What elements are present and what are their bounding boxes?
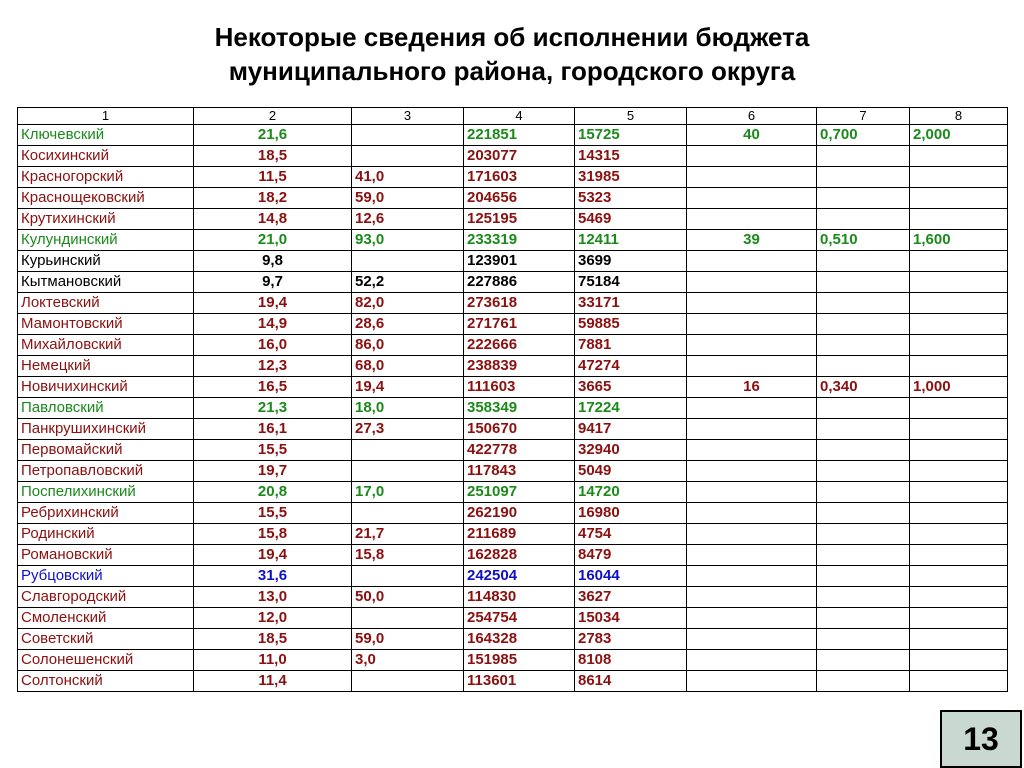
value-cell: 238839 bbox=[464, 356, 575, 377]
value-cell: 68,0 bbox=[352, 356, 464, 377]
value-cell: 262190 bbox=[464, 503, 575, 524]
value-cell bbox=[687, 146, 817, 167]
value-cell bbox=[817, 335, 910, 356]
value-cell: 8479 bbox=[575, 545, 687, 566]
value-cell: 18,2 bbox=[194, 188, 352, 209]
value-cell bbox=[687, 335, 817, 356]
table-header-row bbox=[18, 108, 1008, 125]
value-cell: 271761 bbox=[464, 314, 575, 335]
value-cell: 19,4 bbox=[352, 377, 464, 398]
value-cell: 59,0 bbox=[352, 629, 464, 650]
value-cell bbox=[817, 251, 910, 272]
value-cell: 59885 bbox=[575, 314, 687, 335]
table-row bbox=[18, 608, 1008, 629]
value-cell bbox=[817, 566, 910, 587]
district-name-cell: Павловский bbox=[18, 398, 194, 419]
value-cell: 242504 bbox=[464, 566, 575, 587]
value-cell bbox=[352, 125, 464, 146]
value-cell: 11,5 bbox=[194, 167, 352, 188]
column-header: 8 bbox=[910, 108, 1008, 125]
table-row bbox=[18, 272, 1008, 293]
value-cell: 221851 bbox=[464, 125, 575, 146]
value-cell: 233319 bbox=[464, 230, 575, 251]
value-cell bbox=[352, 503, 464, 524]
table-row bbox=[18, 524, 1008, 545]
value-cell bbox=[910, 650, 1008, 671]
value-cell: 15,5 bbox=[194, 440, 352, 461]
value-cell: 9,8 bbox=[194, 251, 352, 272]
value-cell bbox=[910, 587, 1008, 608]
value-cell: 12,3 bbox=[194, 356, 352, 377]
value-cell: 14315 bbox=[575, 146, 687, 167]
table-row bbox=[18, 566, 1008, 587]
column-header: 6 bbox=[687, 108, 817, 125]
value-cell: 14720 bbox=[575, 482, 687, 503]
value-cell: 1,000 bbox=[910, 377, 1008, 398]
value-cell bbox=[910, 398, 1008, 419]
value-cell bbox=[910, 608, 1008, 629]
district-name-cell: Кулундинский bbox=[18, 230, 194, 251]
value-cell: 16 bbox=[687, 377, 817, 398]
value-cell: 86,0 bbox=[352, 335, 464, 356]
value-cell bbox=[687, 671, 817, 692]
value-cell bbox=[910, 272, 1008, 293]
value-cell: 358349 bbox=[464, 398, 575, 419]
table-row bbox=[18, 629, 1008, 650]
value-cell: 211689 bbox=[464, 524, 575, 545]
value-cell: 16980 bbox=[575, 503, 687, 524]
value-cell bbox=[910, 251, 1008, 272]
value-cell: 162828 bbox=[464, 545, 575, 566]
district-name-cell: Солонешенский bbox=[18, 650, 194, 671]
district-name-cell: Ребрихинский bbox=[18, 503, 194, 524]
value-cell bbox=[817, 524, 910, 545]
table-row bbox=[18, 482, 1008, 503]
value-cell: 12,6 bbox=[352, 209, 464, 230]
value-cell: 4754 bbox=[575, 524, 687, 545]
value-cell bbox=[817, 503, 910, 524]
value-cell bbox=[817, 440, 910, 461]
value-cell: 47274 bbox=[575, 356, 687, 377]
value-cell bbox=[817, 650, 910, 671]
value-cell: 3627 bbox=[575, 587, 687, 608]
value-cell: 82,0 bbox=[352, 293, 464, 314]
value-cell bbox=[910, 167, 1008, 188]
column-header: 3 bbox=[352, 108, 464, 125]
value-cell bbox=[910, 314, 1008, 335]
value-cell bbox=[817, 671, 910, 692]
value-cell: 59,0 bbox=[352, 188, 464, 209]
table-row bbox=[18, 545, 1008, 566]
value-cell: 21,0 bbox=[194, 230, 352, 251]
value-cell: 21,6 bbox=[194, 125, 352, 146]
value-cell bbox=[910, 629, 1008, 650]
column-header: 7 bbox=[817, 108, 910, 125]
value-cell: 20,8 bbox=[194, 482, 352, 503]
district-name-cell: Советский bbox=[18, 629, 194, 650]
value-cell bbox=[687, 461, 817, 482]
table-row bbox=[18, 503, 1008, 524]
value-cell: 15,8 bbox=[194, 524, 352, 545]
table-row bbox=[18, 587, 1008, 608]
column-header: 1 bbox=[18, 108, 194, 125]
value-cell: 222666 bbox=[464, 335, 575, 356]
value-cell: 117843 bbox=[464, 461, 575, 482]
value-cell: 75184 bbox=[575, 272, 687, 293]
value-cell: 11,4 bbox=[194, 671, 352, 692]
value-cell: 15,5 bbox=[194, 503, 352, 524]
value-cell bbox=[687, 482, 817, 503]
value-cell bbox=[910, 503, 1008, 524]
district-name-cell: Петропавловский bbox=[18, 461, 194, 482]
value-cell bbox=[817, 167, 910, 188]
value-cell bbox=[817, 461, 910, 482]
value-cell: 93,0 bbox=[352, 230, 464, 251]
value-cell bbox=[352, 671, 464, 692]
table-row bbox=[18, 188, 1008, 209]
value-cell bbox=[687, 293, 817, 314]
table-row bbox=[18, 650, 1008, 671]
value-cell: 28,6 bbox=[352, 314, 464, 335]
value-cell: 19,4 bbox=[194, 545, 352, 566]
value-cell bbox=[687, 440, 817, 461]
value-cell: 123901 bbox=[464, 251, 575, 272]
value-cell: 31985 bbox=[575, 167, 687, 188]
value-cell bbox=[687, 608, 817, 629]
value-cell: 17224 bbox=[575, 398, 687, 419]
district-name-cell: Немецкий bbox=[18, 356, 194, 377]
value-cell: 0,340 bbox=[817, 377, 910, 398]
value-cell bbox=[817, 272, 910, 293]
value-cell bbox=[687, 398, 817, 419]
value-cell: 21,7 bbox=[352, 524, 464, 545]
column-header: 5 bbox=[575, 108, 687, 125]
value-cell: 9417 bbox=[575, 419, 687, 440]
value-cell bbox=[910, 524, 1008, 545]
value-cell: 164328 bbox=[464, 629, 575, 650]
value-cell: 227886 bbox=[464, 272, 575, 293]
value-cell bbox=[910, 356, 1008, 377]
value-cell bbox=[910, 146, 1008, 167]
table-row bbox=[18, 251, 1008, 272]
value-cell bbox=[817, 293, 910, 314]
value-cell: 15034 bbox=[575, 608, 687, 629]
column-header: 2 bbox=[194, 108, 352, 125]
district-name-cell: Курьинский bbox=[18, 251, 194, 272]
value-cell: 2,000 bbox=[910, 125, 1008, 146]
value-cell: 50,0 bbox=[352, 587, 464, 608]
value-cell: 15725 bbox=[575, 125, 687, 146]
district-name-cell: Солтонский bbox=[18, 671, 194, 692]
value-cell: 19,7 bbox=[194, 461, 352, 482]
district-name-cell: Локтевский bbox=[18, 293, 194, 314]
table-row bbox=[18, 335, 1008, 356]
district-name-cell: Рубцовский bbox=[18, 566, 194, 587]
value-cell: 32940 bbox=[575, 440, 687, 461]
value-cell bbox=[352, 608, 464, 629]
value-cell bbox=[817, 398, 910, 419]
value-cell bbox=[910, 419, 1008, 440]
value-cell bbox=[910, 209, 1008, 230]
value-cell: 41,0 bbox=[352, 167, 464, 188]
district-name-cell: Кытмановский bbox=[18, 272, 194, 293]
district-name-cell: Краснощековский bbox=[18, 188, 194, 209]
value-cell: 16,5 bbox=[194, 377, 352, 398]
value-cell bbox=[910, 545, 1008, 566]
value-cell: 3699 bbox=[575, 251, 687, 272]
value-cell bbox=[817, 419, 910, 440]
value-cell bbox=[817, 188, 910, 209]
value-cell bbox=[910, 671, 1008, 692]
value-cell bbox=[687, 524, 817, 545]
value-cell: 11,0 bbox=[194, 650, 352, 671]
table-row bbox=[18, 398, 1008, 419]
value-cell: 13,0 bbox=[194, 587, 352, 608]
district-name-cell: Косихинский bbox=[18, 146, 194, 167]
value-cell: 5049 bbox=[575, 461, 687, 482]
table-row bbox=[18, 440, 1008, 461]
value-cell bbox=[910, 293, 1008, 314]
value-cell: 15,8 bbox=[352, 545, 464, 566]
value-cell: 8108 bbox=[575, 650, 687, 671]
district-name-cell: Михайловский bbox=[18, 335, 194, 356]
value-cell bbox=[687, 503, 817, 524]
value-cell bbox=[687, 251, 817, 272]
value-cell: 9,7 bbox=[194, 272, 352, 293]
value-cell bbox=[687, 356, 817, 377]
value-cell: 150670 bbox=[464, 419, 575, 440]
value-cell: 5323 bbox=[575, 188, 687, 209]
value-cell: 113601 bbox=[464, 671, 575, 692]
district-name-cell: Поспелихинский bbox=[18, 482, 194, 503]
value-cell bbox=[817, 356, 910, 377]
value-cell bbox=[687, 314, 817, 335]
district-name-cell: Смоленский bbox=[18, 608, 194, 629]
value-cell: 33171 bbox=[575, 293, 687, 314]
value-cell: 254754 bbox=[464, 608, 575, 629]
table-row bbox=[18, 377, 1008, 398]
value-cell bbox=[352, 146, 464, 167]
district-name-cell: Крутихинский bbox=[18, 209, 194, 230]
value-cell: 12,0 bbox=[194, 608, 352, 629]
table-row bbox=[18, 461, 1008, 482]
value-cell bbox=[687, 188, 817, 209]
title-line-1: Некоторые сведения об исполнении бюджета bbox=[214, 22, 810, 52]
district-name-cell: Родинский bbox=[18, 524, 194, 545]
value-cell: 21,3 bbox=[194, 398, 352, 419]
page-title bbox=[0, 20, 1024, 88]
value-cell: 31,6 bbox=[194, 566, 352, 587]
value-cell: 0,700 bbox=[817, 125, 910, 146]
budget-table bbox=[17, 107, 1008, 692]
table-row bbox=[18, 671, 1008, 692]
value-cell bbox=[687, 419, 817, 440]
value-cell: 3,0 bbox=[352, 650, 464, 671]
value-cell bbox=[352, 566, 464, 587]
value-cell: 0,510 bbox=[817, 230, 910, 251]
value-cell bbox=[687, 629, 817, 650]
value-cell: 151985 bbox=[464, 650, 575, 671]
value-cell: 39 bbox=[687, 230, 817, 251]
value-cell: 18,5 bbox=[194, 629, 352, 650]
page-number-badge bbox=[940, 710, 1022, 768]
value-cell bbox=[817, 608, 910, 629]
district-name-cell: Славгородский bbox=[18, 587, 194, 608]
district-name-cell: Мамонтовский bbox=[18, 314, 194, 335]
value-cell: 5469 bbox=[575, 209, 687, 230]
value-cell bbox=[910, 566, 1008, 587]
table-row bbox=[18, 209, 1008, 230]
value-cell: 14,9 bbox=[194, 314, 352, 335]
district-name-cell: Красногорский bbox=[18, 167, 194, 188]
value-cell bbox=[817, 587, 910, 608]
value-cell: 251097 bbox=[464, 482, 575, 503]
value-cell bbox=[687, 209, 817, 230]
value-cell: 18,5 bbox=[194, 146, 352, 167]
value-cell: 14,8 bbox=[194, 209, 352, 230]
value-cell: 2783 bbox=[575, 629, 687, 650]
value-cell bbox=[817, 482, 910, 503]
page-number: 13 bbox=[963, 720, 999, 757]
value-cell bbox=[352, 440, 464, 461]
column-header: 4 bbox=[464, 108, 575, 125]
value-cell: 19,4 bbox=[194, 293, 352, 314]
value-cell: 16,1 bbox=[194, 419, 352, 440]
value-cell: 422778 bbox=[464, 440, 575, 461]
table-row bbox=[18, 230, 1008, 251]
value-cell: 1,600 bbox=[910, 230, 1008, 251]
value-cell bbox=[817, 209, 910, 230]
value-cell bbox=[687, 167, 817, 188]
value-cell: 273618 bbox=[464, 293, 575, 314]
value-cell: 3665 bbox=[575, 377, 687, 398]
value-cell: 27,3 bbox=[352, 419, 464, 440]
district-name-cell: Романовский bbox=[18, 545, 194, 566]
district-name-cell: Первомайский bbox=[18, 440, 194, 461]
value-cell: 12411 bbox=[575, 230, 687, 251]
title-line-2: муниципального района, городского округа bbox=[228, 56, 796, 86]
value-cell: 111603 bbox=[464, 377, 575, 398]
value-cell: 204656 bbox=[464, 188, 575, 209]
value-cell: 16,0 bbox=[194, 335, 352, 356]
value-cell: 16044 bbox=[575, 566, 687, 587]
value-cell bbox=[910, 482, 1008, 503]
value-cell bbox=[910, 335, 1008, 356]
table-row bbox=[18, 314, 1008, 335]
table-row bbox=[18, 125, 1008, 146]
value-cell: 7881 bbox=[575, 335, 687, 356]
district-name-cell: Панкрушихинский bbox=[18, 419, 194, 440]
value-cell: 52,2 bbox=[352, 272, 464, 293]
table-row bbox=[18, 293, 1008, 314]
district-name-cell: Ключевский bbox=[18, 125, 194, 146]
value-cell: 203077 bbox=[464, 146, 575, 167]
value-cell bbox=[817, 629, 910, 650]
value-cell bbox=[687, 566, 817, 587]
value-cell: 40 bbox=[687, 125, 817, 146]
value-cell: 114830 bbox=[464, 587, 575, 608]
value-cell bbox=[910, 461, 1008, 482]
value-cell bbox=[687, 587, 817, 608]
value-cell bbox=[817, 545, 910, 566]
value-cell: 17,0 bbox=[352, 482, 464, 503]
table-row bbox=[18, 167, 1008, 188]
table-row bbox=[18, 356, 1008, 377]
table-row bbox=[18, 146, 1008, 167]
value-cell bbox=[687, 272, 817, 293]
value-cell bbox=[687, 650, 817, 671]
value-cell bbox=[817, 314, 910, 335]
value-cell: 125195 bbox=[464, 209, 575, 230]
value-cell: 18,0 bbox=[352, 398, 464, 419]
value-cell: 8614 bbox=[575, 671, 687, 692]
district-name-cell: Новичихинский bbox=[18, 377, 194, 398]
value-cell bbox=[352, 251, 464, 272]
value-cell bbox=[910, 188, 1008, 209]
value-cell bbox=[817, 146, 910, 167]
value-cell bbox=[687, 545, 817, 566]
table-row bbox=[18, 419, 1008, 440]
value-cell bbox=[910, 440, 1008, 461]
value-cell: 171603 bbox=[464, 167, 575, 188]
value-cell bbox=[352, 461, 464, 482]
